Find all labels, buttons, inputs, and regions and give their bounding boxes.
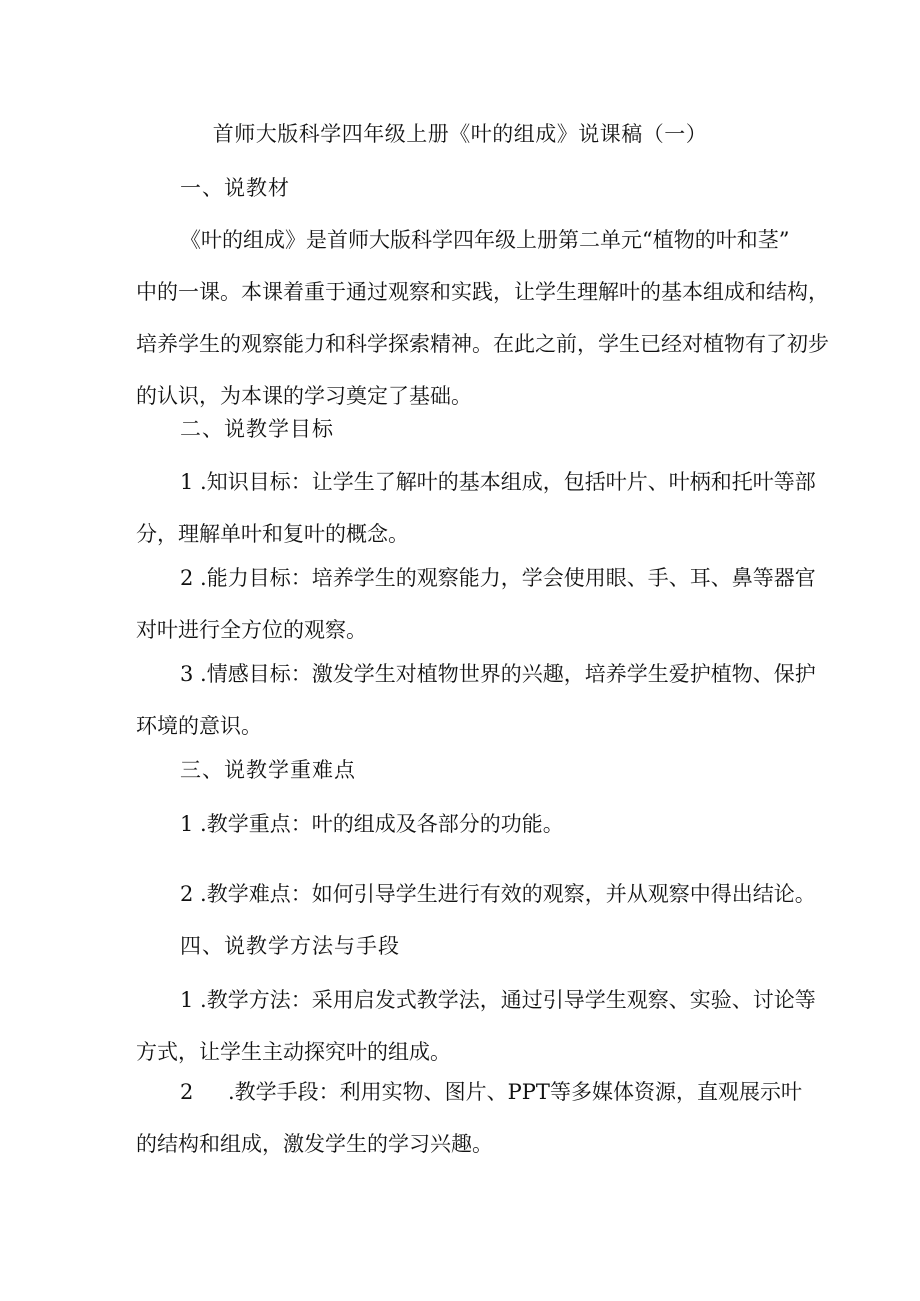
paragraph-textbook (136, 214, 829, 422)
paragraph-line: 的结构和组成，激发学生的学习兴趣。 (136, 1132, 493, 1156)
paragraph-line: 方式，让学生主动探究叶的组成。 (136, 1040, 451, 1064)
objective-emotion (136, 648, 816, 752)
paragraph-line: 2 .教学难点：如何引导学生进行有效的观察，并从观察中得出结论。 (180, 882, 816, 906)
objective-ability (136, 552, 816, 656)
item-text: .教学手段：利用实物、图片、PPT等多媒体资源，直观展示叶 (228, 1080, 802, 1104)
objective-knowledge (136, 456, 816, 560)
paragraph-line (136, 1066, 802, 1118)
teaching-method (136, 974, 816, 1078)
paragraph-line: 中的一课。本课着重于通过观察和实践，让学生理解叶的基本组成和结构， (136, 280, 829, 304)
paragraph-line: 1 .教学方法：采用启发式教学法，通过引导学生观察、实验、讨论等 (180, 988, 816, 1012)
paragraph-line: 3 .情感目标：激发学生对植物世界的兴趣，培养学生爱护植物、保护 (180, 662, 816, 686)
paragraph-line: 《叶的组成》是首师大版科学四年级上册第二单元“植物的叶和茎” (180, 228, 790, 252)
paragraph-line: 2 .能力目标：培养学生的观察能力，学会使用眼、手、耳、鼻等器官 (180, 566, 816, 590)
paragraph-line: 环境的意识。 (136, 714, 262, 738)
paragraph-line: 1 .知识目标：让学生了解叶的基本组成，包括叶片、叶柄和托叶等部 (180, 470, 816, 494)
teaching-means (136, 1066, 802, 1170)
section-heading-key-points: 三、说教学重难点 (180, 758, 356, 782)
section-heading-textbook: 一、说教材 (180, 176, 290, 200)
key-point (136, 798, 791, 850)
paragraph-line: 的认识，为本课的学习奠定了基础。 (136, 384, 472, 408)
paragraph-line: 对叶进行全方位的观察。 (136, 618, 367, 642)
paragraph-line: 分，理解单叶和复叶的概念。 (136, 522, 409, 546)
section-heading-objectives: 二、说教学目标 (180, 417, 334, 441)
section-heading-methods: 四、说教学方法与手段 (180, 934, 400, 958)
paragraph-line: 培养学生的观察能力和科学探索精神。在此之前，学生已经对植物有了初步 (136, 332, 829, 356)
item-number: 2 (180, 1080, 194, 1104)
difficult-point (136, 868, 816, 920)
document-title: 首师大版科学四年级上册《叶的组成》说课稿（一） (212, 122, 708, 146)
paragraph-line: 1 .教学重点：叶的组成及各部分的功能。 (180, 812, 564, 836)
